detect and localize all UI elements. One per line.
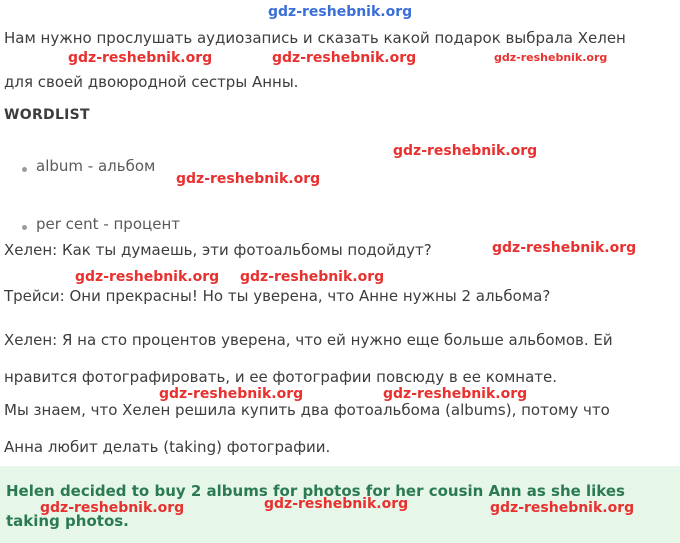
wordlist-term: album - альбом (36, 157, 156, 175)
bullet-dot-icon (22, 167, 27, 172)
explanation-line-1: Мы знаем, что Хелен решила купить два фотоальбома (albums), потому что (4, 401, 610, 419)
dialogue-line-helen-1: Хелен: Как ты думаешь, эти фотоальбомы подойдут? (4, 241, 432, 259)
explanation-line-2: Анна любит делать (taking) фотографии. (4, 438, 331, 456)
watermark-text: gdz-reshebnik.org (75, 269, 220, 285)
watermark-text: gdz-reshebnik.org (264, 496, 409, 512)
answer-box (0, 466, 680, 543)
dialogue-line-helen-2a: Хелен: Я на сто процентов уверена, что ей нужно еще больше альбомов. Ей (4, 331, 613, 349)
bullet-dot-icon (22, 225, 27, 230)
intro-line-1: Нам нужно прослушать аудиозапись и сказать какой подарок выбрала Хелен (4, 29, 626, 47)
watermark-text: gdz-reshebnik.org (393, 143, 538, 159)
dialogue-line-helen-2b: нравится фотографировать, и ее фотографии повсюду в ее комнате. (4, 368, 557, 386)
wordlist-list (0, 155, 660, 233)
wordlist-term: per cent - процент (36, 215, 180, 233)
watermark-text: gdz-reshebnik.org (240, 269, 385, 285)
intro-line-2: для своей двоюродной сестры Анны. (4, 73, 299, 91)
list-item (0, 155, 660, 191)
watermark-text: gdz-reshebnik.org (494, 51, 608, 64)
watermark-text: gdz-reshebnik.org (383, 386, 528, 402)
watermark-text: gdz-reshebnik.org (268, 4, 413, 20)
watermark-text: gdz-reshebnik.org (159, 386, 304, 402)
watermark-text: gdz-reshebnik.org (176, 171, 321, 187)
watermark-text: gdz-reshebnik.org (492, 240, 637, 256)
answer-text: Helen decided to buy 2 albums for photos for her cousin Ann as she likes taking photos. (6, 482, 625, 530)
dialogue-line-tracy: Трейси: Они прекрасны! Но ты уверена, что Анне нужны 2 альбома? (4, 287, 551, 305)
watermark-text: gdz-reshebnik.org (40, 500, 185, 516)
watermark-text: gdz-reshebnik.org (68, 50, 213, 66)
wordlist-heading: WORDLIST (4, 107, 90, 123)
watermark-text: gdz-reshebnik.org (490, 500, 635, 516)
watermark-text: gdz-reshebnik.org (272, 50, 417, 66)
